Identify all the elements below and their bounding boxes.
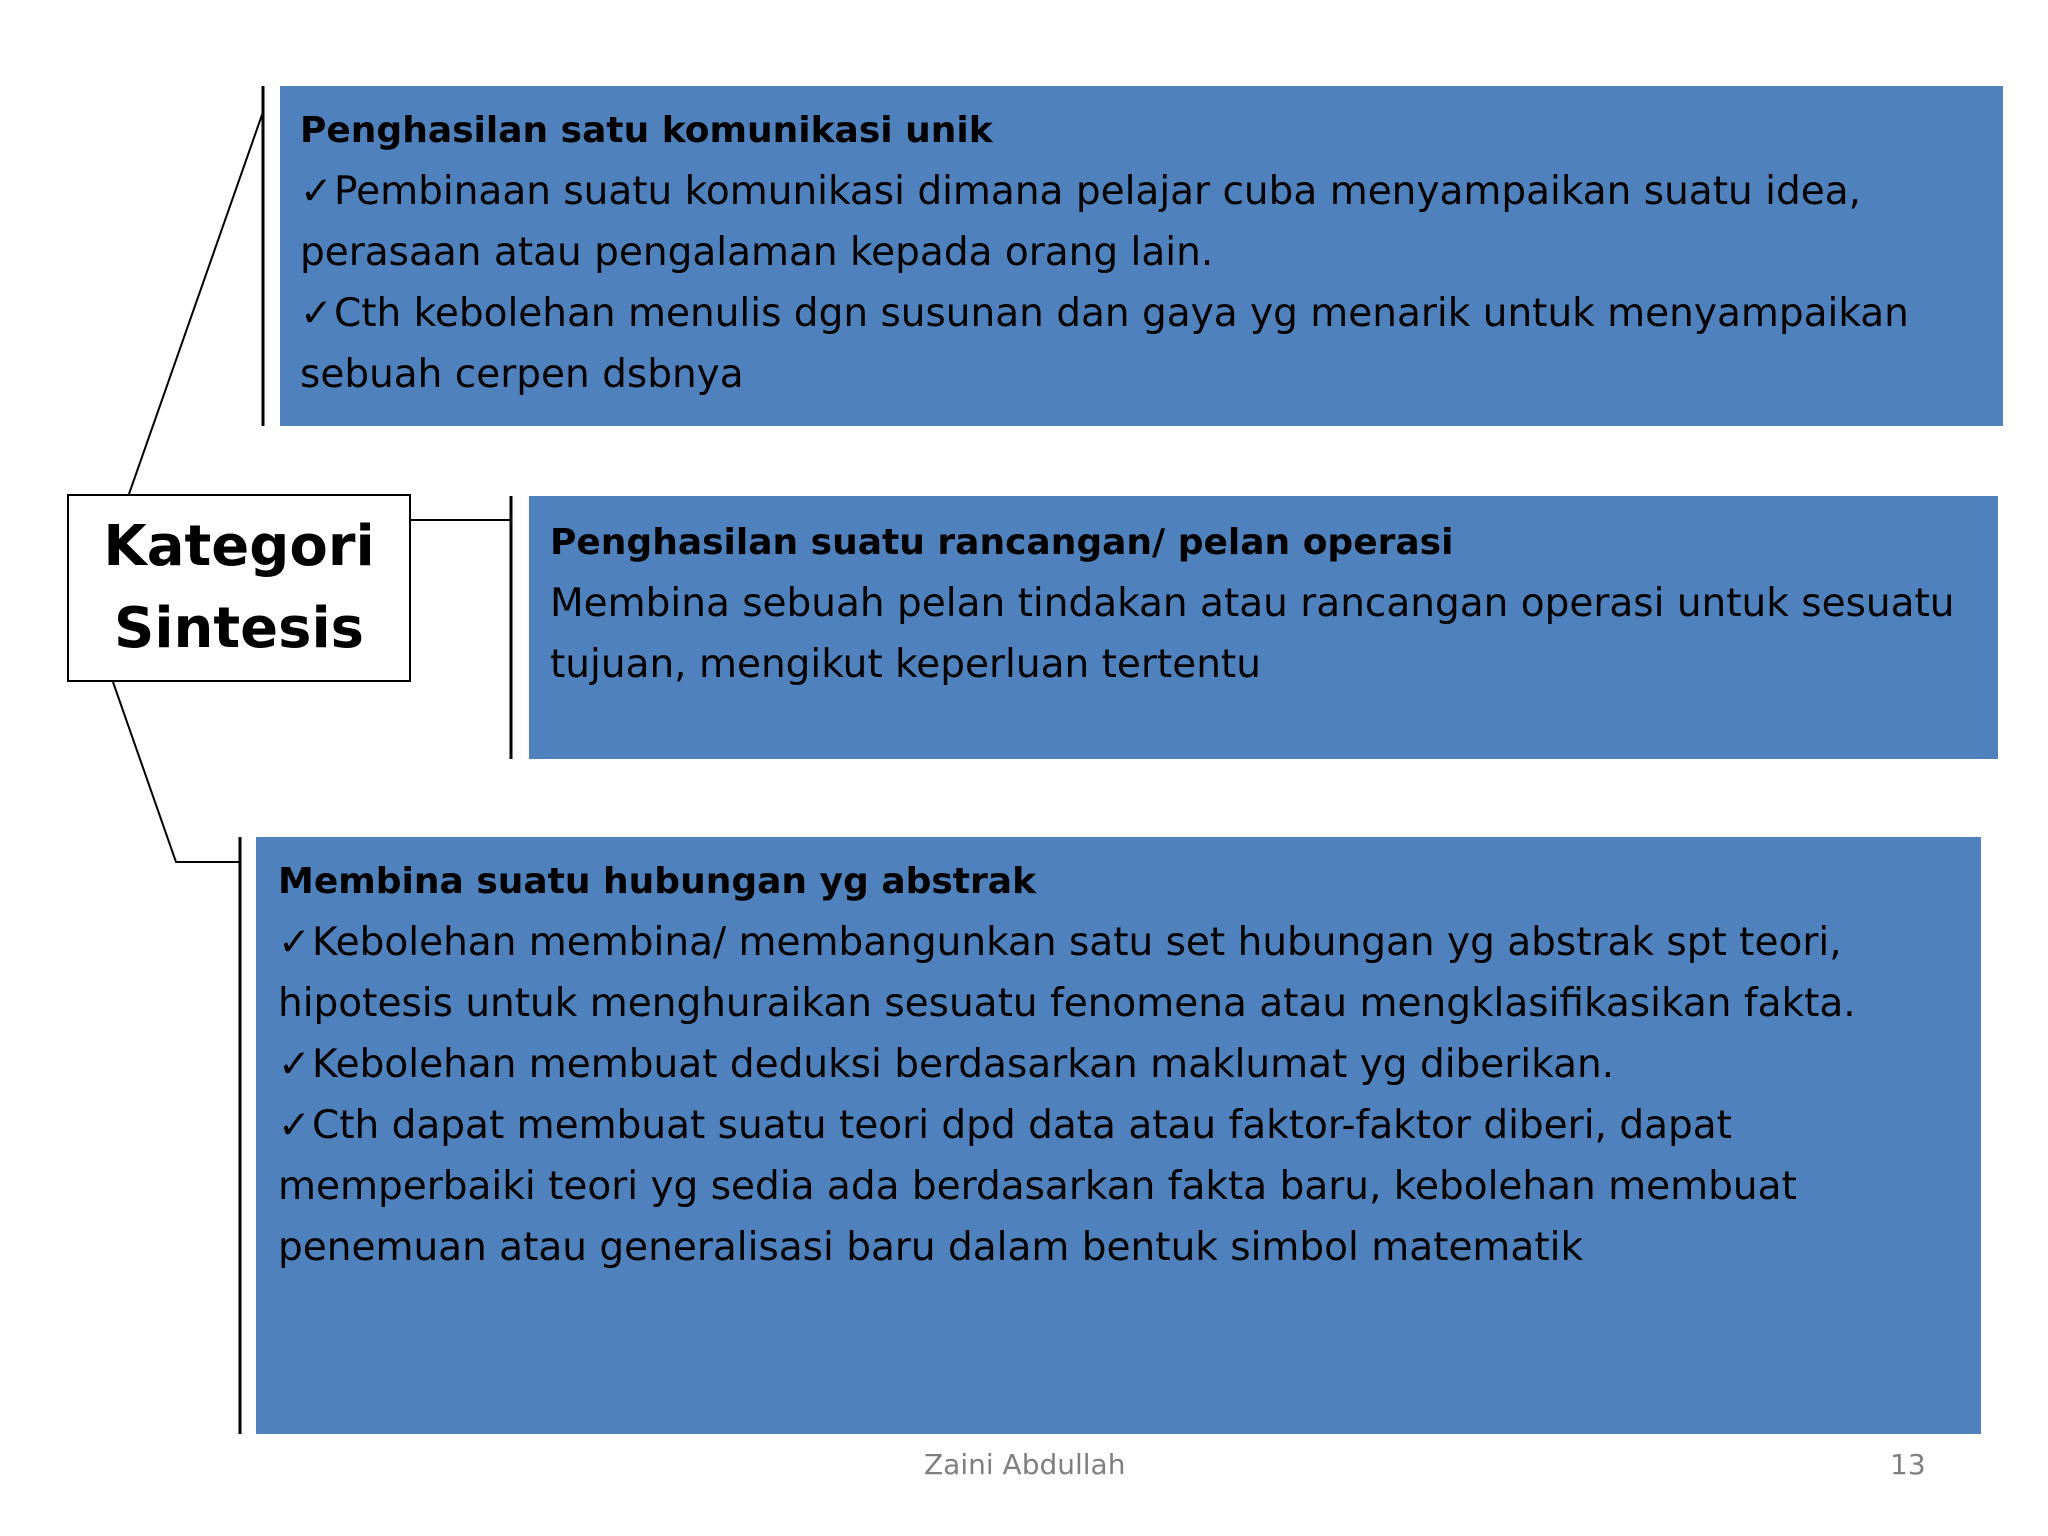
check-icon: ✓ xyxy=(278,1042,311,1087)
branch-3-title: Membina suatu hubungan yg abstrak xyxy=(278,861,1037,902)
connector-branch-1 xyxy=(129,112,263,494)
central-node-line-2: Sintesis xyxy=(113,596,364,661)
branch-3-point-1 xyxy=(278,912,1959,1034)
branch-1-point-2-text: Cth kebolehan menulis dgn susunan dan gaya yg menarik untuk menyampaikan sebuah cerpen dsbnya xyxy=(300,291,1909,397)
check-icon: ✓ xyxy=(278,920,311,965)
branch-3-point-3 xyxy=(278,1095,1959,1278)
branch-box-rancangan-pelan xyxy=(529,496,1998,759)
branch-box-komunikasi-unik xyxy=(280,86,2003,426)
branch-1-point-1-text: Pembinaan suatu komunikasi dimana pelajar cuba menyampaikan suatu idea, perasaan atau pengalaman kepada orang lain. xyxy=(300,169,1861,275)
branch-1-title: Penghasilan satu komunikasi unik xyxy=(300,110,993,151)
footer-author: Zaini Abdullah xyxy=(924,1448,1126,1481)
branch-2-body: Membina sebuah pelan tindakan atau rancangan operasi untuk sesuatu tujuan, mengikut keperluan tertentu xyxy=(550,581,1955,687)
central-node-kategori-sintesis xyxy=(67,494,411,682)
branch-3-point-2-text: Kebolehan membuat deduksi berdasarkan maklumat yg diberikan. xyxy=(312,1042,1615,1087)
branch-2-title: Penghasilan suatu rancangan/ pelan operasi xyxy=(550,522,1454,563)
branch-3-point-2 xyxy=(278,1034,1959,1095)
central-node-line-1: Kategori xyxy=(103,514,375,579)
branch-box-hubungan-abstrak xyxy=(256,837,1981,1434)
footer-page-number: 13 xyxy=(1890,1448,1926,1481)
branch-3-point-3-text: Cth dapat membuat suatu teori dpd data atau faktor-faktor diberi, dapat memperbaiki teori yg sedia ada berdasarkan fakta baru, kebolehan membuat penemuan atau generalisasi baru dalam bentuk simbol matematik xyxy=(278,1103,1797,1270)
check-icon: ✓ xyxy=(278,1103,311,1148)
check-icon: ✓ xyxy=(300,169,333,214)
branch-1-point-2 xyxy=(300,283,1981,405)
branch-1-point-1 xyxy=(300,161,1981,283)
check-icon: ✓ xyxy=(300,291,333,336)
connector-branch-3 xyxy=(113,682,240,862)
branch-3-point-1-text: Kebolehan membina/ membangunkan satu set hubungan yg abstrak spt teori, hipotesis untuk menghuraikan sesuatu fenomena atau mengklasifikasikan fakta. xyxy=(278,920,1856,1026)
